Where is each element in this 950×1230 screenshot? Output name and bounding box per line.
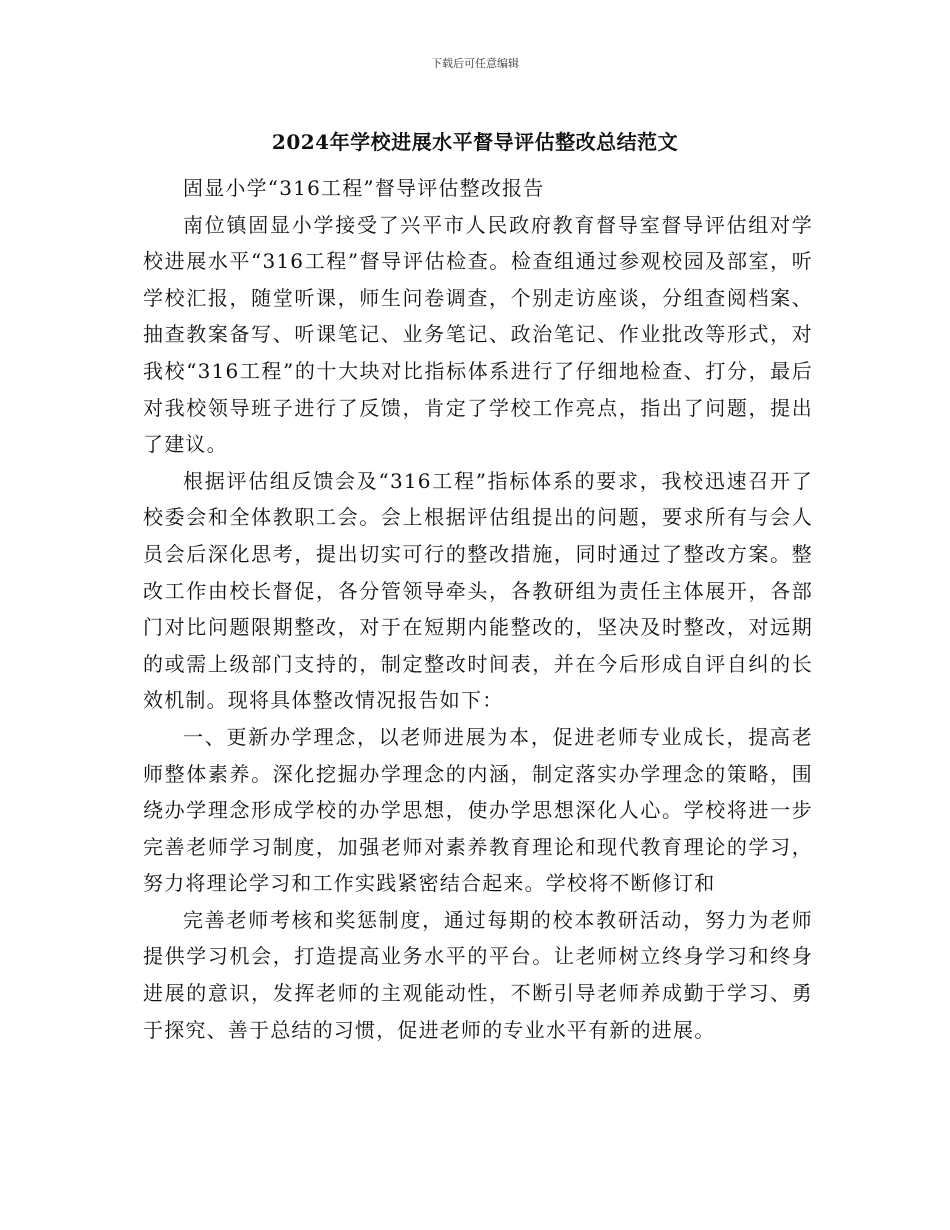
paragraph-response: 根据评估组反馈会及“316工程”指标体系的要求，我校迅速召开了校委会和全体教职工会。会上根据评估组提出的问题，要求所有与会人员会后深化思考，提出切实可行的整改措施，同时通过了整改方案。整改工作由校长督促，各分管领导牵头，各教研组为责任主体展开，各部门对比问题限期整改，对于在短期内能整改的，坚决及时整改，对远期的或需上级部门支持的，制定整改时间表，并在今后形成自评自纠的长效机制。现将具体整改情况报告如下： (143, 468, 813, 713)
document-body (143, 170, 813, 1048)
paragraph-intro: 南位镇固显小学接受了兴平市人民政府教育督导室督导评估组对学校进展水平“316工程”督导评估检查。检查组通过参观校园及部室，听学校汇报，随堂听课，师生问卷调查，个别走访座谈，分组查阅档案、抽查教案备写、听课笔记、业务笔记、政治笔记、作业批改等形式，对我校“316工程”的十大块对比指标体系进行了仔细地检查、打分，最后对我校领导班子进行了反馈，肯定了学校工作亮点，指出了问题，提出了建议。 (143, 212, 813, 457)
paragraph-subtitle: 固显小学“316工程”督导评估整改报告 (183, 176, 545, 200)
header-note: 下载后可任意编辑 (431, 57, 519, 70)
document-title: 2024年学校进展水平督导评估整改总结范文 (271, 130, 679, 154)
paragraph-section-one: 一、更新办学理念，以老师进展为本，促进老师专业成长，提高老师整体素养。深化挖掘办学理念的内涵，制定落实办学理念的策略，围绕办学理念形成学校的办学思想，使办学思想深化人心。学校将进一步完善老师学习制度，加强老师对素养教育理论和现代教育理论的学习，努力将理论学习和工作实践紧密结合起来。学校将不断修订和 (143, 724, 813, 896)
paragraph-continuation: 完善老师考核和奖惩制度，通过每期的校本教研活动，努力为老师提供学习机会，打造提高业务水平的平台。让老师树立终身学习和终身进展的意识，发挥老师的主观能动性，不断引导老师养成勤于学习、勇于探究、善于总结的习惯，促进老师的专业水平有新的进展。 (143, 907, 813, 1042)
